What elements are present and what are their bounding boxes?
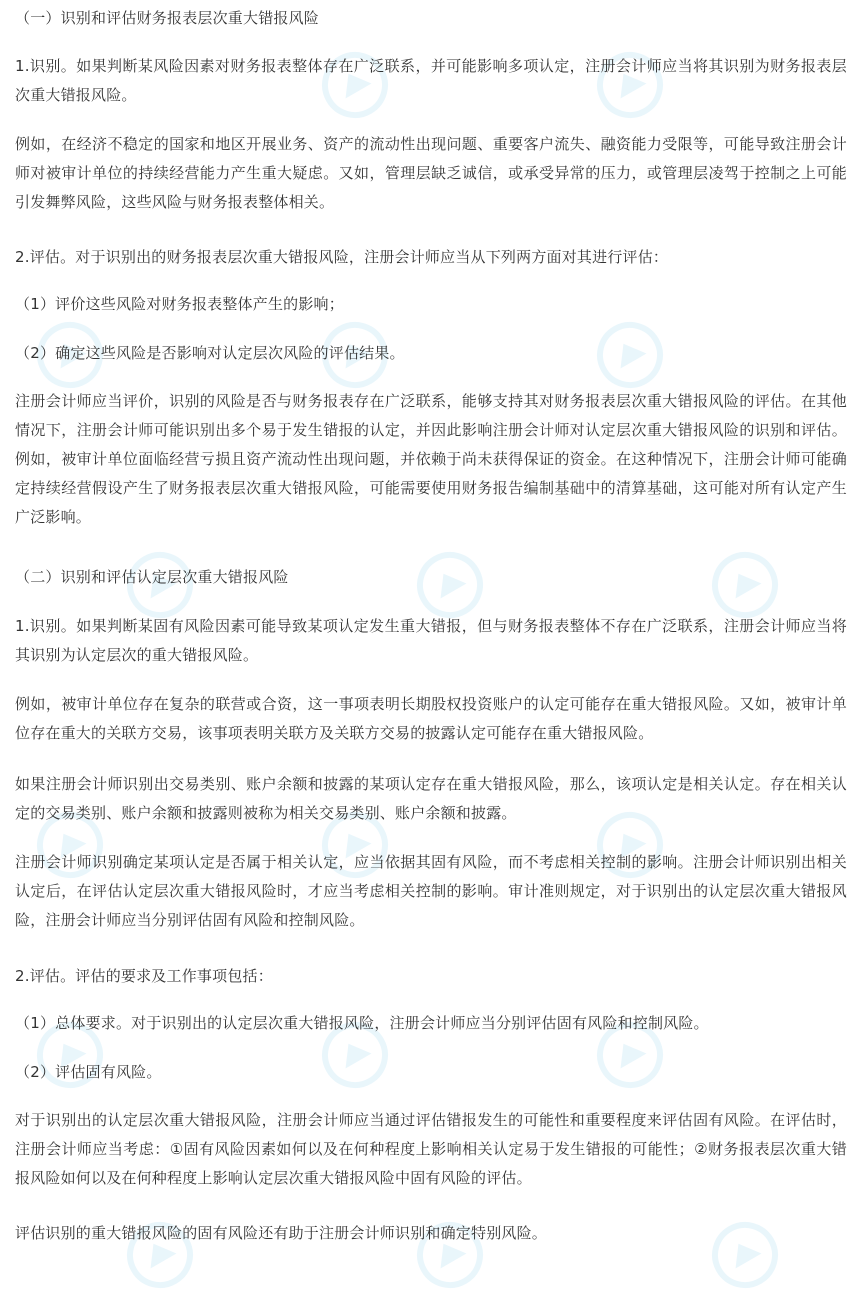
paragraph: 注册会计师识别确定某项认定是否属于相关认定，应当依据其固有风险，而不考虑相关控制的影响。注册会计师识别出相关认定后，在评估认定层次重大错报风险时，才应当考虑相关控制的影响。审计准则规定，对于识别出的认定层次重大错报风险，注册会计师应当分别评估固有风险和控制风险。	[15, 853, 847, 929]
paragraph: 例如，被审计单位存在复杂的联营或合资，这一事项表明长期股权投资账户的认定可能存在重大错报风险。又如，被审计单位存在重大的关联方交易，该事项表明关联方及关联方交易的披露认定可能存在重大错报风险。	[15, 695, 847, 742]
list-item: （2）评估固有风险。	[15, 1063, 162, 1081]
watermark-logo	[395, 1200, 505, 1310]
section-heading-2: （二）识别和评估认定层次重大错报风险	[15, 568, 289, 586]
paragraph: 1.识别。如果判断某固有风险因素可能导致某项认定发生重大错报，但与财务报表整体不存在广泛联系，注册会计师应当将其识别为认定层次的重大错报风险。	[15, 617, 847, 664]
list-item: （1）评价这些风险对财务报表整体产生的影响；	[15, 295, 344, 313]
list-item: （1）总体要求。对于识别出的认定层次重大错报风险，注册会计师应当分别评估固有风险和控制风险。	[15, 1014, 709, 1032]
paragraph: 2.评估。评估的要求及工作事项包括：	[15, 967, 273, 985]
paragraph: 对于识别出的认定层次重大错报风险，注册会计师应当通过评估错报发生的可能性和重要程度来评估固有风险。在评估时，注册会计师应当考虑：①固有风险因素如何以及在何种程度上影响相关认定易于发生错报的可能性；②财务报表层次重大错报风险如何以及在何种程度上影响认定层次重大错报风险中固有风险的评估。	[15, 1111, 847, 1187]
paragraph: 注册会计师应当评价，识别的风险是否与财务报表存在广泛联系，能够支持其对财务报表层次重大错报风险的评估。在其他情况下，注册会计师可能识别出多个易于发生错报的认定，并因此影响注册会计师对认定层次重大错报风险的识别和评估。例如，被审计单位面临经营亏损且资产流动性出现问题，并依赖于尚未获得保证的资金。在这种情况下，注册会计师可能确定持续经营假设产生了财务报表层次重大错报风险，可能需要使用财务报告编制基础中的清算基础，这可能对所有认定产生广泛影响。	[15, 392, 847, 526]
section-heading-1: （一）识别和评估财务报表层次重大错报风险	[15, 9, 320, 27]
paragraph: 如果注册会计师识别出交易类别、账户余额和披露的某项认定存在重大错报风险，那么，该项认定是相关认定。存在相关认定的交易类别、账户余额和披露则被称为相关交易类别、账户余额和披露。	[15, 775, 847, 822]
watermark-logo	[105, 1200, 215, 1310]
list-item: （2）确定这些风险是否影响对认定层次风险的评估结果。	[15, 344, 405, 362]
paragraph: 2.评估。对于识别出的财务报表层次重大错报风险，注册会计师应当从下列两方面对其进行评估：	[15, 248, 669, 266]
paragraph: 例如，在经济不稳定的国家和地区开展业务、资产的流动性出现问题、重要客户流失、融资能力受限等，可能导致注册会计师对被审计单位的持续经营能力产生重大疑虑。又如，管理层缺乏诚信，或承受异常的压力，或管理层凌驾于控制之上可能引发舞弊风险，这些风险与财务报表整体相关。	[15, 135, 847, 211]
watermark-logo	[690, 1200, 800, 1310]
paragraph: 评估识别的重大错报风险的固有风险还有助于注册会计师识别和确定特别风险。	[15, 1224, 548, 1242]
paragraph: 1.识别。如果判断某风险因素对财务报表整体存在广泛联系，并可能影响多项认定，注册会计师应当将其识别为财务报表层次重大错报风险。	[15, 57, 847, 104]
